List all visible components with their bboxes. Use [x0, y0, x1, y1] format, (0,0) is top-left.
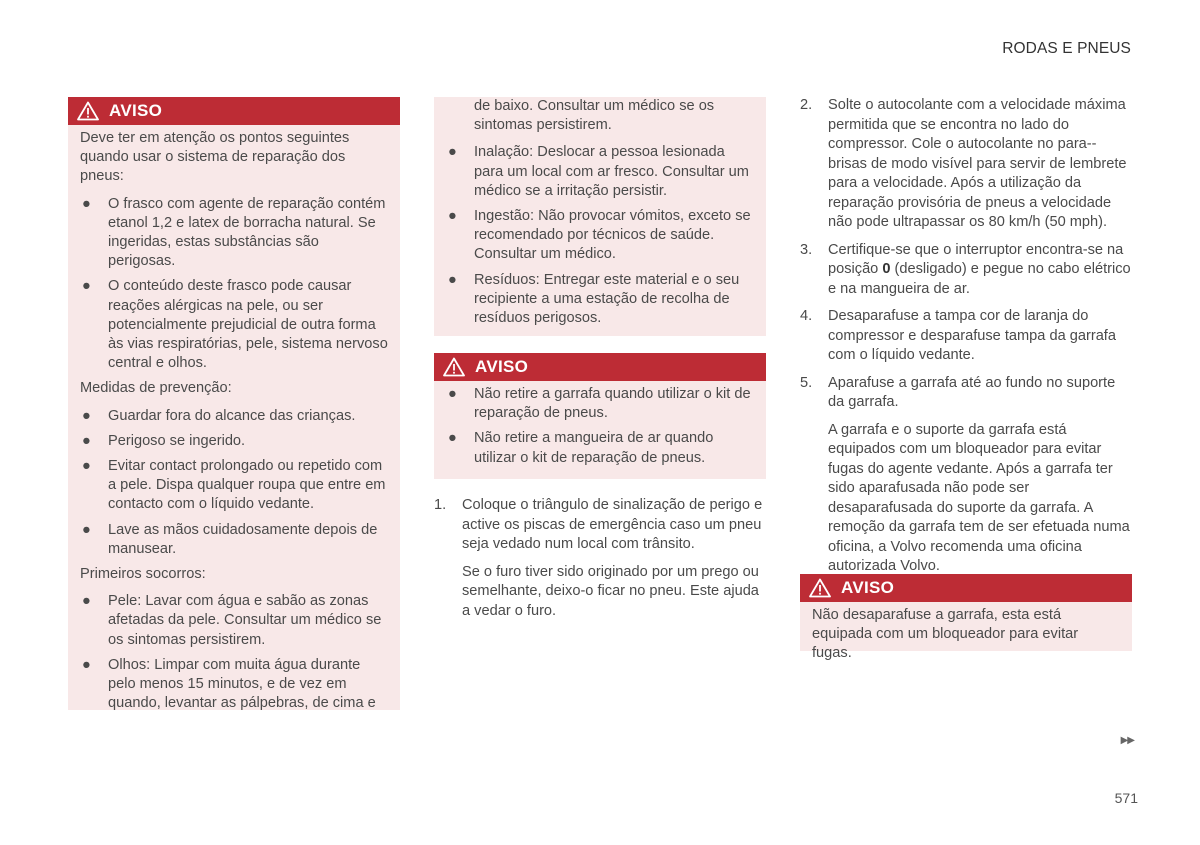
warning-triangle-icon — [809, 578, 831, 598]
list-item: ● Olhos: Limpar com muita água durante pelo menos 15 minutos, e de vez em quando, levantar as pálpebras, de cima e — [82, 656, 376, 712]
warning-box-chemical — [68, 97, 400, 710]
step-2: 2. Solte o autocolante com a velocidade máxima permitida que se encontra no lado do compressor. Cole o autocolante no para--brisas de modo visível para servir de lembrete para a velocidade. Após a utilização da reparação provisória de pneus a velocidade não pode ultrapassar os 80 km/h (50 mph). — [800, 97, 1127, 230]
list-item: ● Perigoso se ingerido. — [82, 432, 246, 449]
step-1: 1. Coloque o triângulo de sinalização de perigo e active os piscas de emergência caso um pneu seja vedado num local com trânsito. — [434, 497, 763, 552]
list-item: ● Inalação: Deslocar a pessoa lesionada para um local com ar fresco. Consultar um médico se a irritação persistir. — [448, 144, 749, 199]
step-4: 4. Desaparafuse a tampa cor de laranja do compressor e desparafuse tampa da garrafa com o líquido vedante. — [800, 308, 1116, 363]
list-item: ● Ingestão: Não provocar vómitos, exceto se recomendado por técnicos de saúde. Consultar um médico. — [448, 208, 751, 263]
warning-title: AVISO — [841, 578, 895, 597]
list-item: ● Resíduos: Entregar este material e o seu recipiente a uma estação de recolha de resíduos perigosos. — [448, 271, 740, 327]
warning-triangle-icon — [77, 101, 99, 121]
list-item: ● Evitar contact prolongado ou repetido com a pele. Dispa qualquer roupa que entre em contacto com o líquido vedante. — [82, 458, 386, 513]
warning-header — [800, 574, 1132, 602]
list-item: ● Guardar fora do alcance das crianças. — [82, 407, 356, 424]
list-item: ● Não retire a mangueira de ar quando utilizar o kit de reparação de pneus. — [448, 430, 714, 466]
list-item: ● O conteúdo deste frasco pode causar reações alérgicas na pele, ou ser potencialmente prejudicial de outra forma às vias respiratórias, pele, sistema nervoso central e olhos. — [82, 278, 388, 372]
warning-header — [68, 97, 400, 125]
warning-box-bottle — [800, 574, 1132, 662]
warning-continuation — [434, 97, 766, 336]
steps-middle — [434, 496, 766, 629]
list-item: ● O frasco com agente de reparação contém etanol 1,2 e latex de borracha natural. Se ingeridas, estas substâncias são perigosas. — [82, 195, 386, 270]
step-5-note: A garrafa e o suporte da garrafa está equipados com um bloqueador para evitar fugas do agente vedante. Após a garrafa ter sido aparafusada não pode ser desaparafusada do suporte da garrafa. A remoção da garrafa tem de ser efetuada numa oficina, a Volvo recomenda uma oficina autorizada Volvo. — [828, 421, 1130, 574]
list-item: ● Não retire a garrafa quando utilizar o kit de reparação de pneus. — [448, 386, 751, 422]
step-1-note: Se o furo tiver sido originado por um prego ou semelhante, deixo-o ficar no pneu. Este ajuda a vedar o furo. — [462, 563, 759, 619]
warning-intro: Deve ter em atenção os pontos seguintes quando usar o sistema de reparação dos pneus: — [80, 130, 350, 185]
list-item: ● Pele: Lavar com água e sabão as zonas afetadas da pele. Consultar um médico se os sintomas persistirem. — [82, 593, 382, 648]
firstaid-label: Primeiros socorros: — [80, 566, 206, 583]
continuation-lead: de baixo. Consultar um médico se os sintomas persistirem. — [474, 98, 715, 134]
steps-right — [800, 96, 1132, 585]
warning-title: AVISO — [475, 357, 529, 376]
step-3: 3. Certifique-se que o interruptor encontra-se na posição 0 (desligado) e pegue no cabo elétrico e na mangueira de ar. — [800, 241, 1131, 297]
warning-header — [434, 353, 766, 381]
warning-box-kit — [434, 353, 766, 479]
warning-title: AVISO — [109, 101, 163, 120]
section-header: RODAS E PNEUS — [1002, 40, 1131, 57]
warning-triangle-icon — [443, 357, 465, 377]
page-number: 571 — [1114, 790, 1138, 806]
prevention-label: Medidas de prevenção: — [80, 380, 232, 397]
warning-text: Não desaparafuse a garrafa, esta está equipada com um bloqueador para evitar fugas. — [812, 607, 1079, 662]
next-page-icon: ▶▶ — [1120, 735, 1134, 746]
list-item: ● Lave as mãos cuidadosamente depois de manusear. — [82, 521, 378, 557]
step-5: 5. Aparafuse a garrafa até ao fundo no suporte da garrafa. — [800, 374, 1116, 410]
